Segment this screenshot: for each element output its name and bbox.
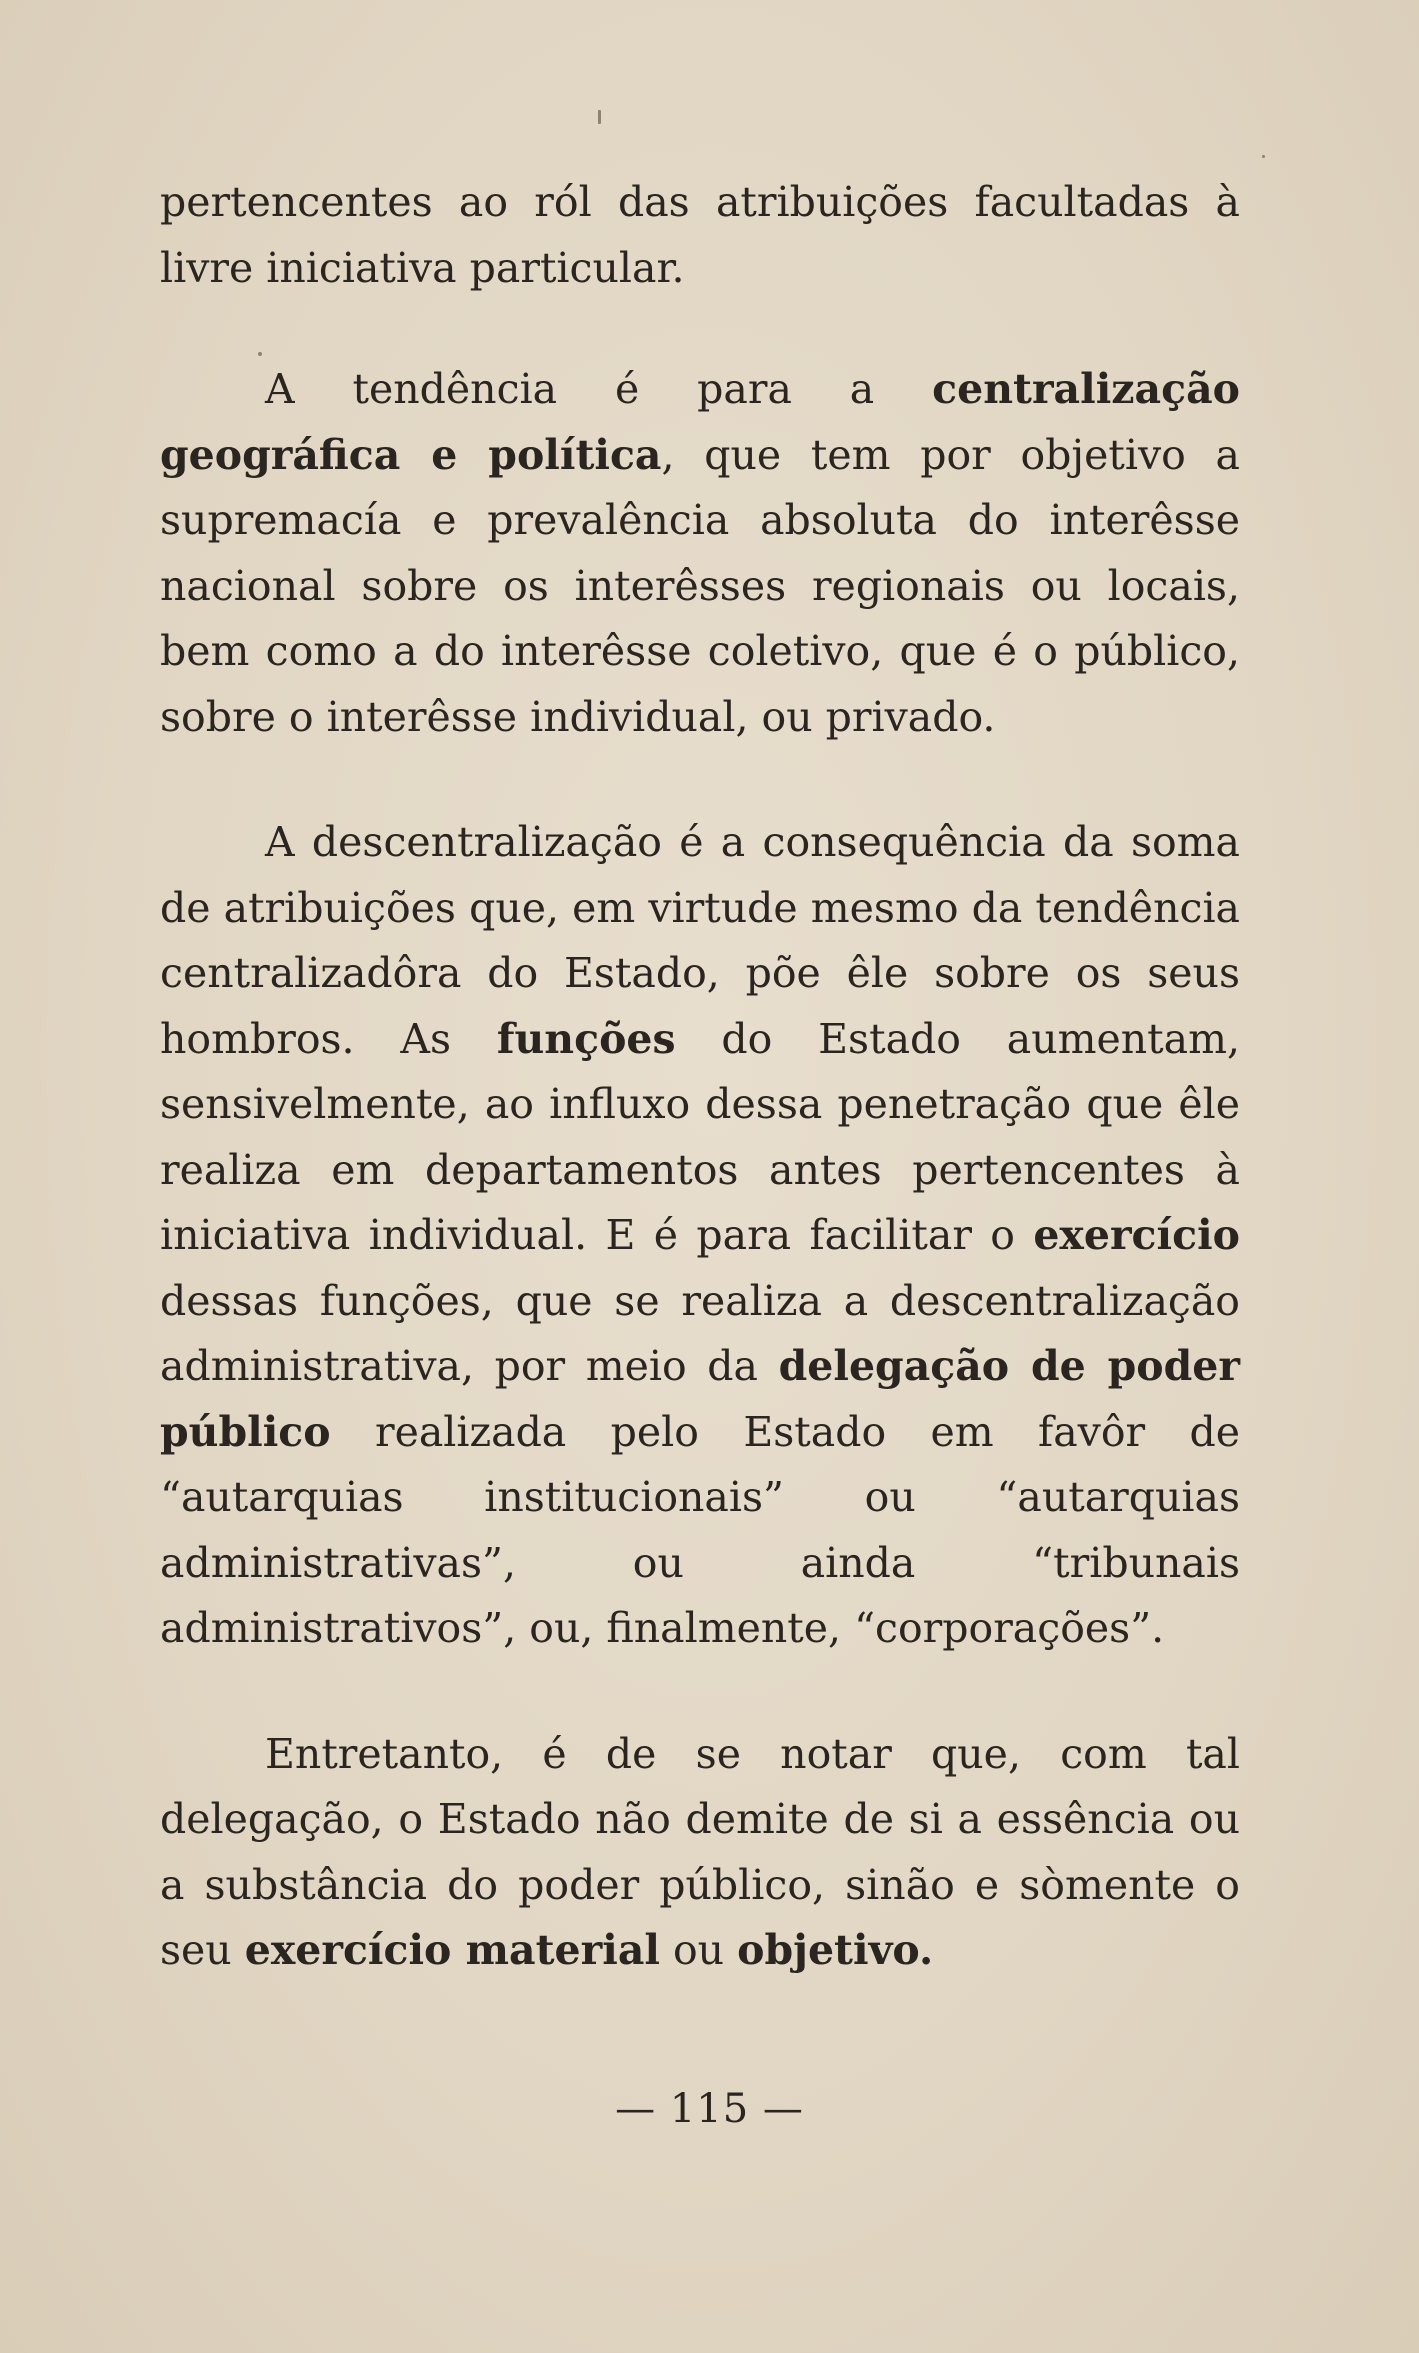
paragraph-2	[160, 357, 1240, 750]
paper-speck	[1262, 155, 1265, 158]
paper-speck	[598, 110, 601, 124]
paragraph-4	[160, 1722, 1240, 1984]
emphasis-objetivo: objetivo.	[737, 1926, 934, 1974]
page-number: — 115 —	[615, 2086, 804, 2132]
paragraph-3-text: A descentralização é a consequência da soma de atribuições que, em virtude mesmo da tendência centralizadôra do Estado, põe êle sobre os seus hombros. As	[160, 818, 1240, 1063]
emphasis-exercicio: exercício	[1033, 1211, 1240, 1259]
paragraph-4-text: Entretanto, é de se notar que, com tal delegação, o Estado não demite de si a essência ou a substância do poder público, sinão e sòmente o seu	[160, 1729, 1240, 1974]
emphasis-exercicio-material: exercício material	[244, 1926, 660, 1974]
paragraph-1-text: pertencentes ao ról das atribuições facultadas à livre iniciativa particular.	[160, 178, 1240, 292]
emphasis-delegacao: delegação de poder público	[160, 1342, 1240, 1456]
paragraph-3	[160, 810, 1240, 1662]
paragraph-2-text: A tendência é para a	[265, 365, 933, 413]
emphasis-funcoes: funções	[496, 1014, 676, 1063]
paragraph-1	[160, 170, 1240, 301]
paragraph-3-text: do Estado aumentam, sensivelmente, ao influxo dessa penetração que êle realiza em departamentos antes pertencentes à iniciativa individual. E é para facilitar o	[160, 1014, 1240, 1259]
paragraph-3-text: realizada pelo Estado em favôr de “autarquias institucionais” ou “autarquias administrativas”, ou ainda “tribunais administrativos”, ou, finalmente, “corporações”.	[160, 1407, 1240, 1652]
paragraph-4-text: ou	[659, 1926, 738, 1974]
paragraph-2-text: , que tem por objetivo a supremacía e prevalência absoluta do interêsse nacional sobre os interêsses regionais ou locais, bem como a do interêsse coletivo, que é o público, sobre o interêsse individual, ou privado.	[160, 430, 1240, 741]
emphasis-centralizacao: centralização geográfica e política	[160, 365, 1240, 479]
paragraph-3-text: dessas funções, que se realiza a descentralização administrativa, por meio da	[160, 1276, 1240, 1390]
body-text	[160, 170, 1240, 1984]
